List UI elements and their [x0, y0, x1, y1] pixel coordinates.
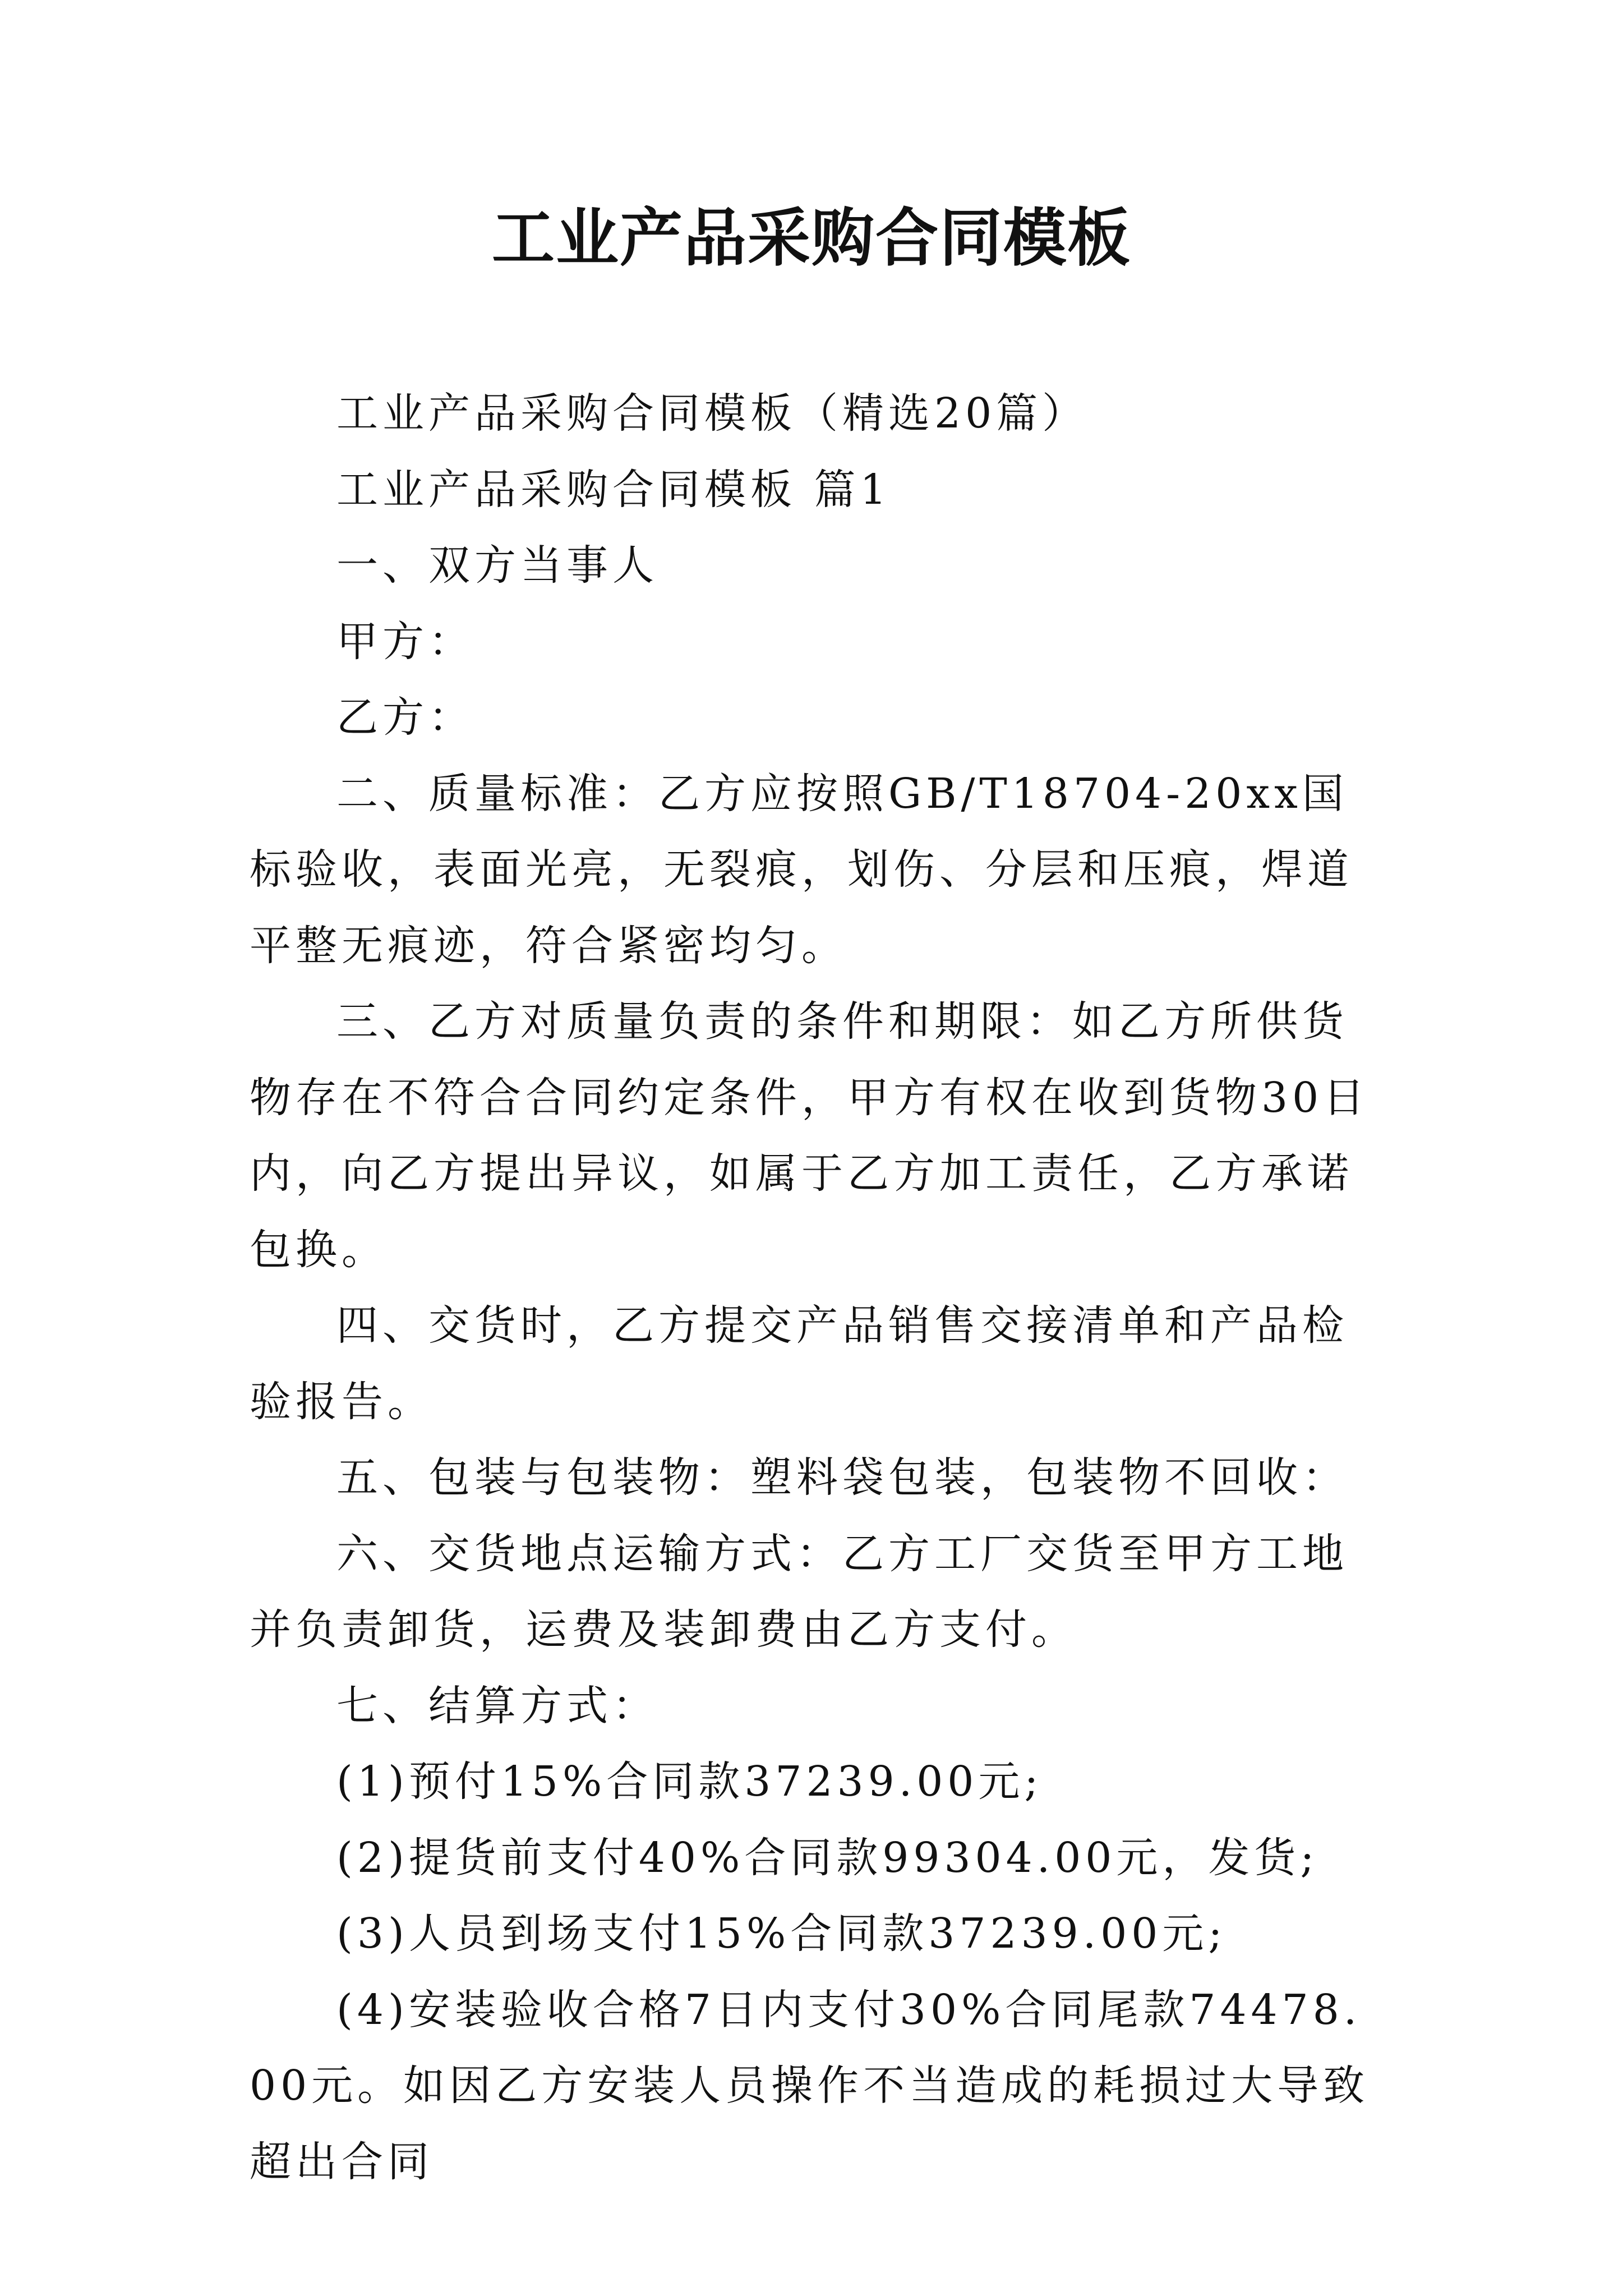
paragraph-payment-2: (2)提货前支付40%合同款99304.00元，发货;	[336, 1833, 1319, 1882]
paragraph-payment-1: (1)预付15%合同款37239.00元;	[336, 1757, 1043, 1806]
paragraph-quality-liability: 三、乙方对质量负责的条件和期限：如乙方所供货物存在不符合合同约定条件，甲方有权在收到货物30日内，向乙方提出异议，如属于乙方加工责任，乙方承诺包换。	[250, 997, 1370, 1274]
paragraph-delivery-documents: 四、交货时，乙方提交产品销售交接清单和产品检验报告。	[250, 1301, 1348, 1426]
paragraph-section-heading: 工业产品采购合同模板 篇1	[336, 465, 891, 514]
paragraph-parties-heading: 一、双方当事人	[336, 541, 658, 590]
paragraph-party-b: 乙方：	[336, 693, 474, 742]
paragraph-packaging: 五、包装与包装物：塑料袋包装，包装物不回收：	[336, 1453, 1348, 1502]
paragraph-subtitle: 工业产品采购合同模板（精选20篇）	[336, 389, 1089, 438]
paragraph-payment-4: (4)安装验收合格7日内支付30%合同尾款74478.00元。如因乙方安装人员操作不当造成的耗损过大导致超出合同	[250, 1985, 1370, 2186]
paragraph-settlement-heading: 七、结算方式：	[336, 1681, 658, 1730]
paragraph-party-a: 甲方：	[336, 617, 474, 666]
paragraph-payment-3: (3)人员到场支付15%合同款37239.00元;	[336, 1910, 1227, 1958]
document-title: 工业产品采购合同模板	[492, 202, 1131, 275]
paragraph-delivery-location: 六、交货地点运输方式：乙方工厂交货至甲方工地并负责卸货，运费及装卸费由乙方支付。	[250, 1529, 1348, 1654]
document-body	[250, 376, 1371, 2200]
paragraph-quality-standard: 二、质量标准：乙方应按照GB/T18704-20xx国标验收，表面光亮，无裂痕，划伤、分层和压痕，焊道平整无痕迹，符合紧密均匀。	[250, 769, 1353, 970]
